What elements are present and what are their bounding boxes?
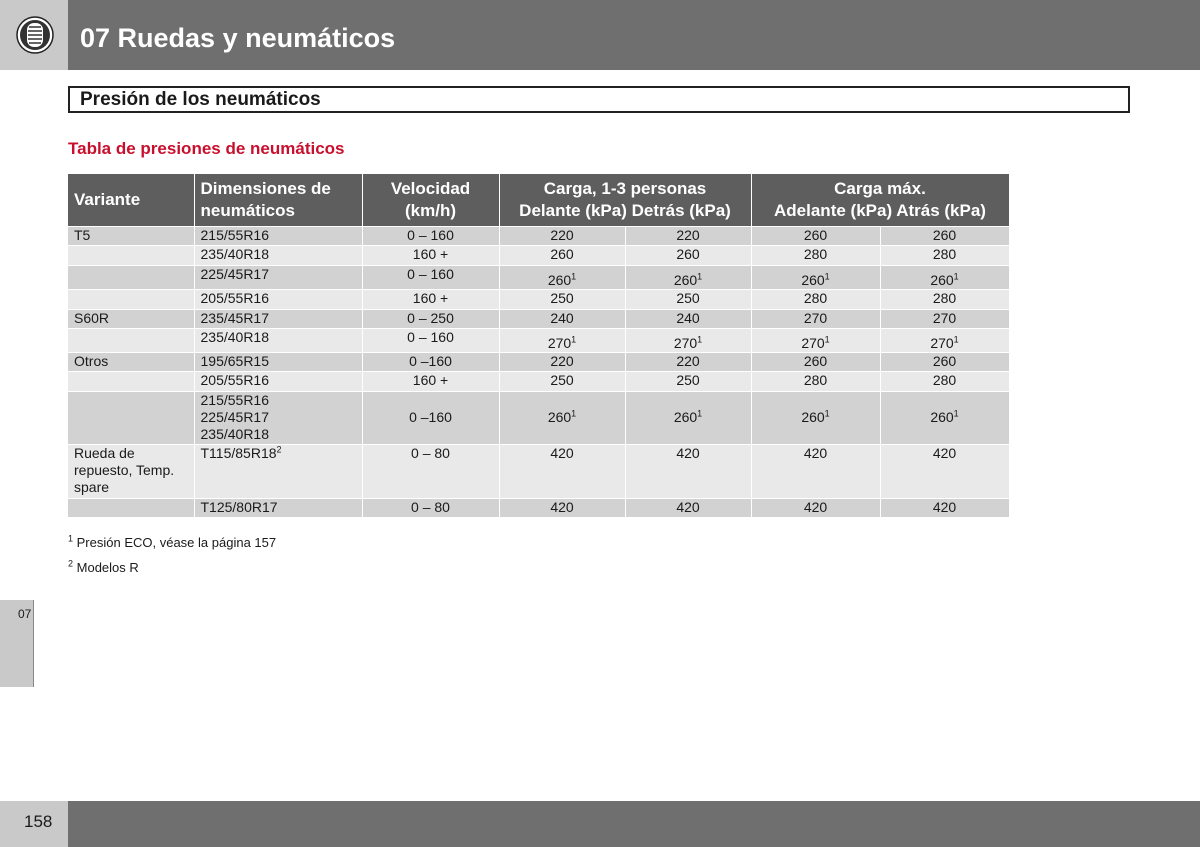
cell-pressure: 280 — [751, 371, 880, 391]
cell-pressure: 420 — [751, 498, 880, 517]
cell-speed: 0 – 160 — [362, 226, 499, 245]
cell-variant: Rueda de repuesto, Temp. spare — [68, 444, 194, 498]
cell-speed: 0 – 250 — [362, 309, 499, 328]
cell-pressure: 260 — [880, 226, 1009, 245]
cell-dims: 215/55R16 225/45R17 235/40R18 — [194, 391, 362, 444]
cell-variant — [68, 391, 194, 444]
cell-pressure: 260 — [625, 245, 751, 265]
cell-speed: 0 – 160 — [362, 328, 499, 352]
table-heading: Tabla de presiones de neumáticos — [68, 139, 345, 158]
cell-variant: Otros — [68, 352, 194, 371]
cell-pressure: 260 — [880, 352, 1009, 371]
table-row — [68, 245, 1009, 265]
section-title: Presión de los neumáticos — [80, 89, 321, 110]
cell-pressure: 420 — [751, 444, 880, 498]
footnote-1: $^1$ Presión ECO, véase la página 157 — [68, 533, 277, 550]
chapter-side-tab-label: 07 — [18, 607, 32, 621]
cell-pressure: 420 — [625, 498, 751, 517]
cell-variant: T5 — [68, 226, 194, 245]
footnote-2: $^2$ Modelos R — [68, 558, 139, 575]
page-number: 158 — [24, 812, 53, 831]
table-row — [68, 352, 1009, 371]
cell-speed: 0 – 160 — [362, 265, 499, 289]
chapter-title: 07 Ruedas y neumáticos — [80, 23, 396, 53]
col-header-variante: Variante — [68, 174, 194, 226]
table-row — [68, 265, 1009, 289]
cell-dims: 235/40R18 — [194, 245, 362, 265]
cell-dims: 205/55R16 — [194, 289, 362, 309]
cell-variant — [68, 328, 194, 352]
cell-speed: 0 – 80 — [362, 498, 499, 517]
cell-pressure: 420 — [499, 498, 625, 517]
cell-speed: 0 – 80 — [362, 444, 499, 498]
cell-variant — [68, 245, 194, 265]
cell-variant — [68, 371, 194, 391]
table-row — [68, 444, 1009, 498]
cell-pressure: 260 — [751, 352, 880, 371]
cell-pressure: 280 — [880, 371, 1009, 391]
cell-pressure: 220 — [625, 226, 751, 245]
cell-pressure: 280 — [751, 245, 880, 265]
cell-pressure: 220 — [499, 226, 625, 245]
cell-pressure: 420 — [880, 498, 1009, 517]
tire-pressure-table — [68, 174, 1009, 517]
section-title-box — [68, 86, 1130, 113]
cell-pressure: 270 — [880, 309, 1009, 328]
cell-pressure: 270 — [751, 309, 880, 328]
cell-pressure: $260^1$ — [751, 391, 880, 444]
cell-variant — [68, 265, 194, 289]
cell-pressure: 280 — [751, 289, 880, 309]
cell-speed: 160 + — [362, 245, 499, 265]
col-header-dimensiones: Dimensiones de neumáticos — [194, 174, 362, 226]
cell-pressure: $260^1$ — [499, 265, 625, 289]
cell-speed: 160 + — [362, 371, 499, 391]
cell-pressure: $260^1$ — [880, 265, 1009, 289]
cell-pressure: 220 — [625, 352, 751, 371]
cell-dims: 215/55R16 — [194, 226, 362, 245]
cell-pressure: 250 — [499, 371, 625, 391]
cell-pressure: $270^1$ — [880, 328, 1009, 352]
cell-dims: 205/55R16 — [194, 371, 362, 391]
table-row — [68, 328, 1009, 352]
cell-variant — [68, 498, 194, 517]
cell-dims: 235/45R17 — [194, 309, 362, 328]
cell-pressure: 420 — [880, 444, 1009, 498]
cell-speed: 0 –160 — [362, 391, 499, 444]
table-row — [68, 289, 1009, 309]
cell-dims: T125/80R17 — [194, 498, 362, 517]
cell-dims: 195/65R15 — [194, 352, 362, 371]
cell-speed: 0 –160 — [362, 352, 499, 371]
table-row — [68, 498, 1009, 517]
cell-pressure: $260^1$ — [499, 391, 625, 444]
cell-pressure: 280 — [880, 289, 1009, 309]
cell-pressure: 240 — [499, 309, 625, 328]
cell-pressure: $260^1$ — [751, 265, 880, 289]
cell-pressure: 220 — [499, 352, 625, 371]
cell-dims: $T115/85R18^2$ — [194, 444, 362, 498]
cell-pressure: 240 — [625, 309, 751, 328]
table-row — [68, 371, 1009, 391]
table-row — [68, 309, 1009, 328]
cell-pressure: 250 — [625, 371, 751, 391]
cell-pressure: $270^1$ — [499, 328, 625, 352]
cell-speed: 160 + — [362, 289, 499, 309]
cell-variant: S60R — [68, 309, 194, 328]
col-header-carga-1-3: Carga, 1-3 personas Delante (kPa) Detrás (kPa) — [499, 174, 751, 226]
cell-pressure: 250 — [499, 289, 625, 309]
cell-pressure: $260^1$ — [625, 265, 751, 289]
cell-dims: 235/40R18 — [194, 328, 362, 352]
cell-dims: 225/45R17 — [194, 265, 362, 289]
cell-pressure: $270^1$ — [751, 328, 880, 352]
cell-pressure: 260 — [751, 226, 880, 245]
cell-pressure: $270^1$ — [625, 328, 751, 352]
cell-pressure: 420 — [499, 444, 625, 498]
tire-icon — [16, 16, 54, 54]
cell-pressure: 280 — [880, 245, 1009, 265]
footer-bar — [68, 801, 1200, 847]
cell-pressure: $260^1$ — [880, 391, 1009, 444]
cell-pressure: 250 — [625, 289, 751, 309]
col-header-carga-max: Carga máx. Adelante (kPa) Atrás (kPa) — [751, 174, 1009, 226]
table-row — [68, 391, 1009, 444]
cell-variant — [68, 289, 194, 309]
cell-pressure: 260 — [499, 245, 625, 265]
table-row — [68, 226, 1009, 245]
cell-pressure: 420 — [625, 444, 751, 498]
col-header-velocidad: Velocidad (km/h) — [362, 174, 499, 226]
cell-pressure: $260^1$ — [625, 391, 751, 444]
